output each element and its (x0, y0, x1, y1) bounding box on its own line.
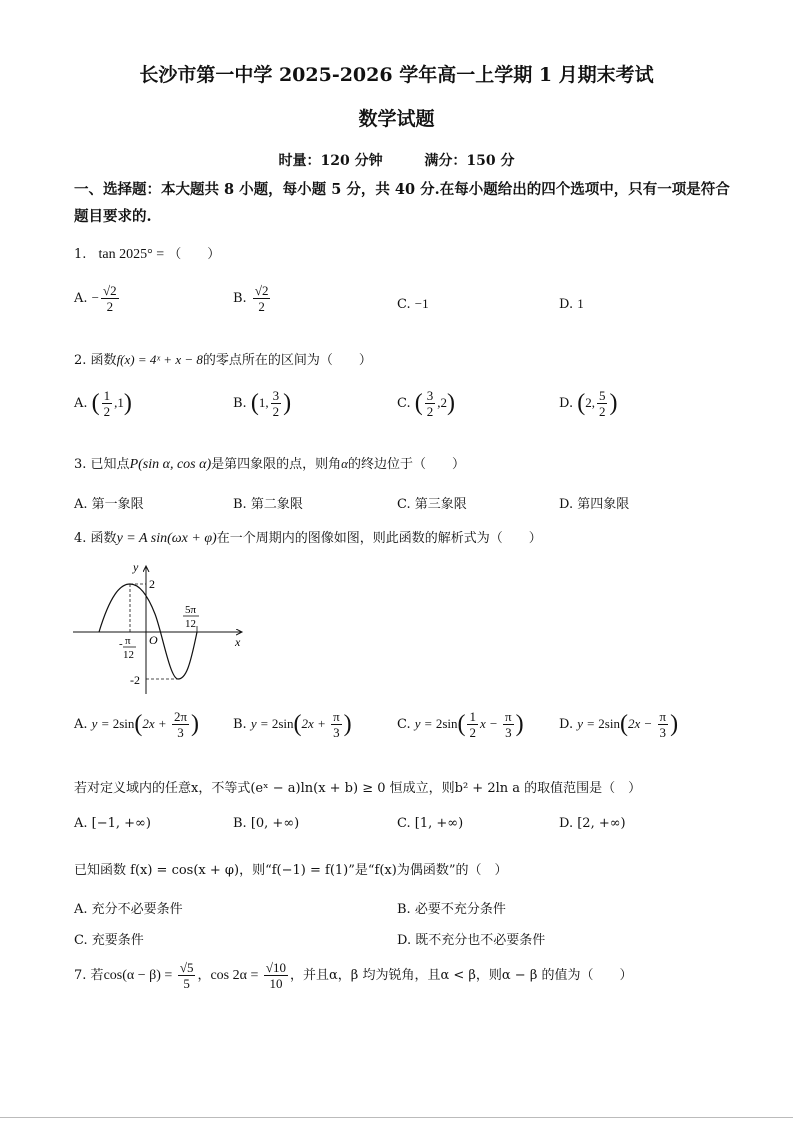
question-1 (74, 243, 220, 263)
time-label: 时量：120 分钟 (278, 153, 383, 169)
sine-graph (70, 556, 260, 701)
q5-option-b[interactable]: B. [0, +∞) (233, 816, 300, 831)
score-label: 满分：150 分 (424, 153, 515, 169)
q4-option-b[interactable]: B. y = 2sin(2x + $\frac{\pi}{3}$ ) (233, 709, 352, 740)
answer-blank: （ ） (168, 247, 221, 262)
q4-option-d[interactable]: D. y = 2sin(2x − $\frac{\pi}{3}$ ) (559, 709, 679, 740)
q5-option-d[interactable]: D. [2, +∞) (559, 816, 626, 831)
q3-option-d[interactable]: D. 第四象限 (559, 497, 630, 512)
question-stem: tan 2025° = (98, 247, 165, 262)
x-left-den: 12 (123, 649, 134, 661)
q6-option-d[interactable]: D. 既不充分也不必要条件 (397, 933, 546, 948)
q5-option-c[interactable]: C. [1, +∞) (397, 816, 464, 831)
question-6: 已知函数 f(x) = cos(x + φ)，则“f(−1) = f(1)”是“f(x)为偶函数”的（ ） (74, 863, 508, 878)
origin-label: O (149, 633, 158, 647)
q3-option-c[interactable]: C. 第三象限 (397, 497, 467, 512)
q6-option-c[interactable]: C. 充要条件 (74, 933, 144, 948)
x-label: x (235, 635, 241, 649)
q4-option-a[interactable]: A. y = 2sin(2x + $\frac{2\pi}{3}$ ) (74, 709, 200, 740)
question-3: 3. 已知点P(sin α, cos α)是第四象限的点，则角α的终边位于（ ） (74, 456, 465, 472)
x-left-sign: - (119, 638, 123, 650)
q2-option-a[interactable]: A. ( $\frac{1}{2}$ ,1) (74, 388, 132, 419)
question-7: 7. 若cos(α − β) = $\frac{√5}{5}$ ，cos 2α = $\frac{√10}{10}$ ，并且α，β 均为锐角，且α < β，则α − β 的值为（ ） (74, 960, 633, 991)
x-right-num: 5π (185, 604, 197, 616)
q1-option-d[interactable]: D. 1 (559, 296, 584, 312)
question-5: 若对定义域内的任意x，不等式(eˣ − a)ln(x + b) ≥ 0 恒成立，则b² + 2ln a 的取值范围是（ ） (74, 781, 642, 796)
q4-option-c[interactable]: C. y = 2sin( $\frac{1}{2}$ x − $\frac{\pi}{3}$ ) (397, 709, 524, 740)
q1-option-a[interactable]: A. − $\frac{√2}{2}$ (74, 283, 117, 314)
q1-option-c[interactable]: C. −1 (397, 296, 429, 312)
page-subtitle: 数学试题 (358, 108, 435, 130)
x-left-num: π (125, 635, 131, 647)
q5-option-a[interactable]: A. [−1, +∞) (74, 816, 151, 831)
q2-option-d[interactable]: D. (2, $\frac{5}{2}$ ) (559, 388, 618, 419)
x-right-den: 12 (185, 618, 196, 630)
question-2: 2. 函数f(x) = 4ˣ + x − 8的零点所在的区间为（ ） (74, 352, 372, 368)
q3-option-b[interactable]: B. 第二象限 (233, 497, 303, 512)
min-label: -2 (130, 673, 140, 687)
y-label: y (133, 560, 139, 574)
q6-option-b[interactable]: B. 必要不充分条件 (397, 902, 506, 917)
question-4: 4. 函数y = A sin(ωx + φ)在一个周期内的图像如图，则此函数的解析式为（ ） (74, 531, 542, 546)
section-heading: 一、选择题：本大题共 8 小题，每小题 5 分，共 40 分.在每小题给出的四个选项中，只有一项是符合题目要求的. (74, 181, 730, 225)
max-label: 2 (149, 577, 155, 591)
page-title: 长沙市第一中学 2025-2026 学年高一上学期 1 月期末考试 (139, 64, 654, 86)
exam-meta (0, 150, 793, 170)
q2-option-c[interactable]: C. ( $\frac{3}{2}$ ,2) (397, 388, 456, 419)
page-bottom-rule (0, 1117, 793, 1118)
question-number: 1. (74, 247, 87, 262)
q1-option-b[interactable]: B. $\frac{√2}{2}$ (233, 283, 269, 314)
q2-option-b[interactable]: B. (1, $\frac{3}{2}$ ) (233, 388, 292, 419)
q3-option-a[interactable]: A. 第一象限 (74, 497, 144, 512)
q6-option-a[interactable]: A. 充分不必要条件 (74, 902, 183, 917)
